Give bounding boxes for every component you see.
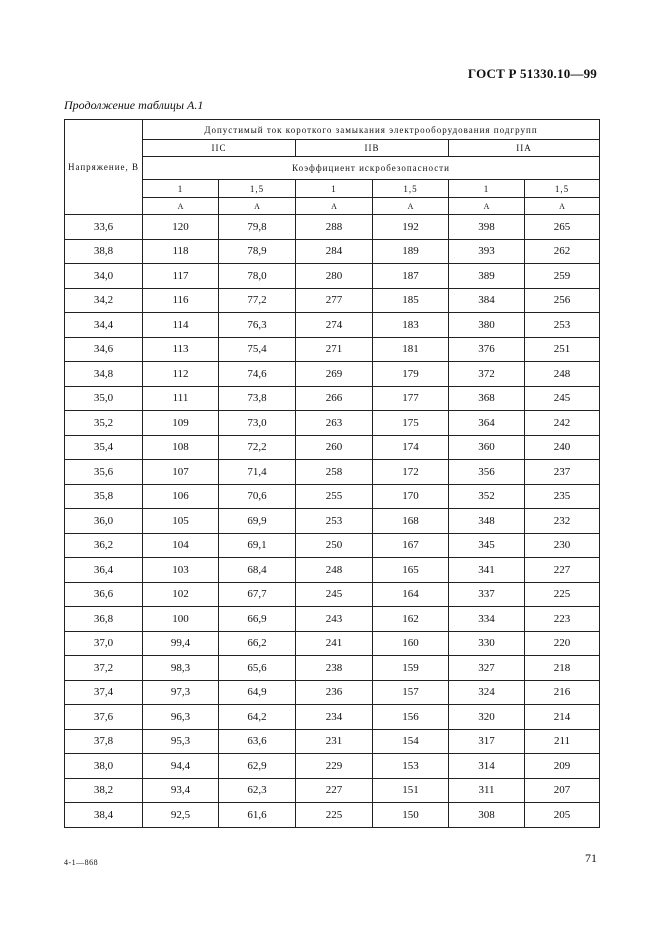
table-row <box>65 607 600 632</box>
table-row <box>65 705 600 730</box>
current-cell: 227 <box>525 558 600 583</box>
current-cell: 223 <box>525 607 600 632</box>
current-cell: 64,9 <box>219 680 296 705</box>
table-row <box>65 803 600 828</box>
current-cell: 259 <box>525 264 600 289</box>
voltage-cell: 34,4 <box>65 313 143 338</box>
current-cell: 111 <box>143 386 219 411</box>
current-cell: 165 <box>373 558 449 583</box>
current-cell: 251 <box>525 337 600 362</box>
current-cell: 389 <box>449 264 525 289</box>
coefficient-header: Коэффициент искробезопасности <box>143 157 600 180</box>
current-cell: 241 <box>296 631 373 656</box>
current-cell: 376 <box>449 337 525 362</box>
current-cell: 66,9 <box>219 607 296 632</box>
voltage-cell: 38,4 <box>65 803 143 828</box>
current-cell: 92,5 <box>143 803 219 828</box>
table-row <box>65 484 600 509</box>
current-cell: 120 <box>143 215 219 240</box>
current-cell: 234 <box>296 705 373 730</box>
current-cell: 157 <box>373 680 449 705</box>
current-cell: 308 <box>449 803 525 828</box>
current-cell: 372 <box>449 362 525 387</box>
current-cell: 99,4 <box>143 631 219 656</box>
current-cell: 107 <box>143 460 219 485</box>
current-cell: 172 <box>373 460 449 485</box>
voltage-cell: 34,0 <box>65 264 143 289</box>
current-cell: 73,8 <box>219 386 296 411</box>
current-cell: 179 <box>373 362 449 387</box>
current-cell: 337 <box>449 582 525 607</box>
current-cell: 108 <box>143 435 219 460</box>
current-cell: 256 <box>525 288 600 313</box>
current-cell: 185 <box>373 288 449 313</box>
current-cell: 97,3 <box>143 680 219 705</box>
current-cell: 380 <box>449 313 525 338</box>
voltage-cell: 34,8 <box>65 362 143 387</box>
table-row <box>65 509 600 534</box>
table-row <box>65 215 600 240</box>
current-cell: 220 <box>525 631 600 656</box>
current-cell: 271 <box>296 337 373 362</box>
voltage-cell: 38,2 <box>65 778 143 803</box>
voltage-cell: 36,4 <box>65 558 143 583</box>
current-cell: 98,3 <box>143 656 219 681</box>
current-cell: 288 <box>296 215 373 240</box>
current-cell: 104 <box>143 533 219 558</box>
current-cell: 360 <box>449 435 525 460</box>
voltage-cell: 37,8 <box>65 729 143 754</box>
current-cell: 160 <box>373 631 449 656</box>
current-cell: 66,2 <box>219 631 296 656</box>
current-cell: 114 <box>143 313 219 338</box>
current-cell: 232 <box>525 509 600 534</box>
document-code: ГОСТ Р 51330.10—99 <box>467 66 597 81</box>
current-cell: 192 <box>373 215 449 240</box>
current-cell: 230 <box>525 533 600 558</box>
voltage-cell: 34,6 <box>65 337 143 362</box>
group-header-iib: IIB <box>296 140 449 157</box>
table-row <box>65 778 600 803</box>
current-cell: 67,7 <box>219 582 296 607</box>
current-cell: 76,3 <box>219 313 296 338</box>
coefficient-cell: 1 <box>449 180 525 198</box>
group-header-iic: IIC <box>143 140 296 157</box>
table-row <box>65 582 600 607</box>
current-cell: 216 <box>525 680 600 705</box>
current-cell: 368 <box>449 386 525 411</box>
current-cell: 205 <box>525 803 600 828</box>
current-header: Допустимый ток короткого замыкания электрооборудования подгрупп <box>143 120 600 140</box>
current-cell: 229 <box>296 754 373 779</box>
current-cell: 64,2 <box>219 705 296 730</box>
current-cell: 96,3 <box>143 705 219 730</box>
table-row <box>65 362 600 387</box>
current-cell: 175 <box>373 411 449 436</box>
voltage-cell: 37,4 <box>65 680 143 705</box>
voltage-cell: 36,6 <box>65 582 143 607</box>
current-cell: 150 <box>373 803 449 828</box>
table-row <box>65 533 600 558</box>
table-row <box>65 313 600 338</box>
current-cell: 78,9 <box>219 239 296 264</box>
current-cell: 317 <box>449 729 525 754</box>
current-cell: 105 <box>143 509 219 534</box>
current-cell: 341 <box>449 558 525 583</box>
current-cell: 238 <box>296 656 373 681</box>
table-row <box>65 337 600 362</box>
current-cell: 77,2 <box>219 288 296 313</box>
current-cell: 274 <box>296 313 373 338</box>
voltage-cell: 35,2 <box>65 411 143 436</box>
current-cell: 102 <box>143 582 219 607</box>
current-cell: 214 <box>525 705 600 730</box>
print-code: 4-1—868 <box>64 858 99 867</box>
table-row <box>65 754 600 779</box>
current-cell: 116 <box>143 288 219 313</box>
current-cell: 93,4 <box>143 778 219 803</box>
table-row <box>65 264 600 289</box>
table-row <box>65 288 600 313</box>
current-cell: 314 <box>449 754 525 779</box>
current-cell: 253 <box>525 313 600 338</box>
table-row <box>65 386 600 411</box>
voltage-cell: 37,2 <box>65 656 143 681</box>
current-cell: 72,2 <box>219 435 296 460</box>
voltage-column-header: Напряжение, В <box>65 120 143 215</box>
current-cell: 364 <box>449 411 525 436</box>
coefficient-cell: 1,5 <box>373 180 449 198</box>
current-cell: 153 <box>373 754 449 779</box>
current-cell: 225 <box>525 582 600 607</box>
current-cell: 384 <box>449 288 525 313</box>
current-cell: 113 <box>143 337 219 362</box>
current-cell: 345 <box>449 533 525 558</box>
current-cell: 62,9 <box>219 754 296 779</box>
voltage-cell: 38,0 <box>65 754 143 779</box>
current-cell: 242 <box>525 411 600 436</box>
current-cell: 280 <box>296 264 373 289</box>
current-cell: 62,3 <box>219 778 296 803</box>
current-cell: 398 <box>449 215 525 240</box>
current-cell: 70,6 <box>219 484 296 509</box>
voltage-cell: 36,2 <box>65 533 143 558</box>
current-cell: 348 <box>449 509 525 534</box>
table-row <box>65 558 600 583</box>
current-cell: 235 <box>525 484 600 509</box>
table-row <box>65 239 600 264</box>
group-header-iia: IIA <box>449 140 600 157</box>
table-row <box>65 460 600 485</box>
table-row <box>65 631 600 656</box>
voltage-cell: 37,6 <box>65 705 143 730</box>
current-cell: 69,1 <box>219 533 296 558</box>
current-cell: 151 <box>373 778 449 803</box>
coefficient-cell: 1 <box>143 180 219 198</box>
current-cell: 177 <box>373 386 449 411</box>
current-cell: 334 <box>449 607 525 632</box>
current-cell: 243 <box>296 607 373 632</box>
table-caption: Продолжение таблицы А.1 <box>64 98 204 112</box>
voltage-cell: 35,6 <box>65 460 143 485</box>
current-cell: 94,4 <box>143 754 219 779</box>
table-row <box>65 656 600 681</box>
current-cell: 118 <box>143 239 219 264</box>
current-cell: 95,3 <box>143 729 219 754</box>
current-cell: 156 <box>373 705 449 730</box>
current-cell: 162 <box>373 607 449 632</box>
current-cell: 260 <box>296 435 373 460</box>
current-cell: 255 <box>296 484 373 509</box>
voltage-cell: 37,0 <box>65 631 143 656</box>
current-cell: 170 <box>373 484 449 509</box>
current-cell: 174 <box>373 435 449 460</box>
current-cell: 248 <box>525 362 600 387</box>
current-cell: 189 <box>373 239 449 264</box>
current-cell: 284 <box>296 239 373 264</box>
current-cell: 231 <box>296 729 373 754</box>
unit-cell: А <box>143 198 219 215</box>
voltage-cell: 35,4 <box>65 435 143 460</box>
unit-cell: А <box>449 198 525 215</box>
coefficient-cell: 1,5 <box>219 180 296 198</box>
current-cell: 218 <box>525 656 600 681</box>
current-cell: 154 <box>373 729 449 754</box>
unit-cell: А <box>219 198 296 215</box>
current-cell: 320 <box>449 705 525 730</box>
table-row <box>65 411 600 436</box>
voltage-cell: 36,0 <box>65 509 143 534</box>
current-cell: 263 <box>296 411 373 436</box>
voltage-cell: 34,2 <box>65 288 143 313</box>
voltage-cell: 35,0 <box>65 386 143 411</box>
current-cell: 227 <box>296 778 373 803</box>
short-circuit-current-table <box>64 119 600 828</box>
unit-cell: А <box>296 198 373 215</box>
current-cell: 207 <box>525 778 600 803</box>
current-cell: 68,4 <box>219 558 296 583</box>
current-cell: 209 <box>525 754 600 779</box>
current-cell: 75,4 <box>219 337 296 362</box>
current-cell: 100 <box>143 607 219 632</box>
coefficient-cell: 1 <box>296 180 373 198</box>
current-cell: 183 <box>373 313 449 338</box>
current-cell: 248 <box>296 558 373 583</box>
coefficient-cell: 1,5 <box>525 180 600 198</box>
current-cell: 187 <box>373 264 449 289</box>
current-cell: 269 <box>296 362 373 387</box>
current-cell: 112 <box>143 362 219 387</box>
table-row <box>65 680 600 705</box>
current-cell: 167 <box>373 533 449 558</box>
current-cell: 393 <box>449 239 525 264</box>
current-cell: 71,4 <box>219 460 296 485</box>
current-cell: 63,6 <box>219 729 296 754</box>
current-cell: 181 <box>373 337 449 362</box>
current-cell: 237 <box>525 460 600 485</box>
current-cell: 245 <box>296 582 373 607</box>
current-cell: 117 <box>143 264 219 289</box>
current-cell: 164 <box>373 582 449 607</box>
voltage-cell: 35,8 <box>65 484 143 509</box>
current-cell: 61,6 <box>219 803 296 828</box>
table-row <box>65 435 600 460</box>
current-cell: 277 <box>296 288 373 313</box>
current-cell: 262 <box>525 239 600 264</box>
current-cell: 311 <box>449 778 525 803</box>
current-cell: 65,6 <box>219 656 296 681</box>
current-cell: 109 <box>143 411 219 436</box>
current-cell: 106 <box>143 484 219 509</box>
current-cell: 240 <box>525 435 600 460</box>
page-number: 71 <box>585 851 597 865</box>
current-cell: 73,0 <box>219 411 296 436</box>
current-cell: 265 <box>525 215 600 240</box>
current-cell: 258 <box>296 460 373 485</box>
current-cell: 103 <box>143 558 219 583</box>
current-cell: 69,9 <box>219 509 296 534</box>
voltage-cell: 36,8 <box>65 607 143 632</box>
current-cell: 327 <box>449 656 525 681</box>
voltage-cell: 38,8 <box>65 239 143 264</box>
current-cell: 330 <box>449 631 525 656</box>
current-cell: 168 <box>373 509 449 534</box>
unit-cell: А <box>525 198 600 215</box>
current-cell: 225 <box>296 803 373 828</box>
current-cell: 79,8 <box>219 215 296 240</box>
current-cell: 159 <box>373 656 449 681</box>
current-cell: 352 <box>449 484 525 509</box>
current-cell: 356 <box>449 460 525 485</box>
unit-cell: А <box>373 198 449 215</box>
voltage-cell: 33,6 <box>65 215 143 240</box>
current-cell: 78,0 <box>219 264 296 289</box>
current-cell: 266 <box>296 386 373 411</box>
current-cell: 324 <box>449 680 525 705</box>
current-cell: 236 <box>296 680 373 705</box>
current-cell: 253 <box>296 509 373 534</box>
current-cell: 74,6 <box>219 362 296 387</box>
table-row <box>65 729 600 754</box>
current-cell: 211 <box>525 729 600 754</box>
current-cell: 250 <box>296 533 373 558</box>
current-cell: 245 <box>525 386 600 411</box>
